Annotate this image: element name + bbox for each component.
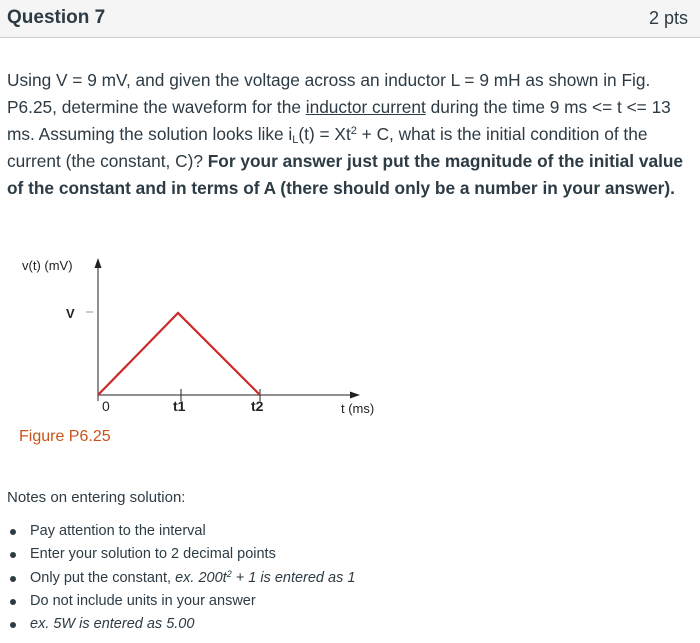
list-item-text: Only put the constant, (30, 569, 176, 586)
question-text-part: Using V = 9 mV, and given the voltage across an inductor L = 9 mH as shown in Fig. P6.25, determine the waveform for the (7, 70, 651, 117)
list-item (0, 567, 355, 590)
list-item-text: + 1 is entered as 1 (231, 569, 356, 586)
underlined-term: inductor current (305, 97, 426, 117)
superscript: 2 (350, 125, 357, 137)
list-item: Enter your solution to 2 decimal points (0, 543, 355, 566)
t2-label: t2 (251, 398, 264, 414)
y-axis-label: v(t) (mV) (22, 258, 73, 273)
y-axis-arrow (95, 258, 102, 268)
question-header (0, 0, 700, 38)
question-text-part: + C, what is the initial condition of the current (the constant, C)? (7, 124, 648, 171)
notes-list (0, 520, 355, 636)
list-item: ex. 5W is entered as 5.00 (0, 613, 355, 636)
list-item: Pay attention to the interval (0, 520, 355, 543)
figure-p6-25 (0, 248, 420, 448)
question-title: Question 7 (7, 7, 106, 28)
t1-label: t1 (173, 398, 186, 414)
answer-instruction: For your answer just put the magnitude of the initial value of the constant and in terms of A (there should only be a number in your answer). (7, 151, 684, 198)
subscript: L (292, 134, 299, 146)
question-text (7, 67, 691, 202)
figure-caption: Figure P6.25 (19, 428, 111, 445)
x-axis-arrow (350, 392, 360, 399)
list-item: Do not include units in your answer (0, 590, 355, 613)
superscript: 2 (226, 568, 232, 579)
v-label: V (66, 306, 75, 321)
question-text-part: during the time 9 ms <= t <= 13 ms. Assuming the solution looks like i (7, 97, 671, 144)
origin-label: 0 (102, 398, 110, 414)
list-item-text: ex. 200t (175, 569, 227, 586)
question-text-part: (t) = Xt (298, 124, 351, 144)
x-axis-label: t (ms) (341, 401, 375, 416)
points-label: 2 pts (648, 8, 688, 28)
triangle-waveform (98, 313, 260, 395)
notes-title: Notes on entering solution: (7, 489, 186, 506)
